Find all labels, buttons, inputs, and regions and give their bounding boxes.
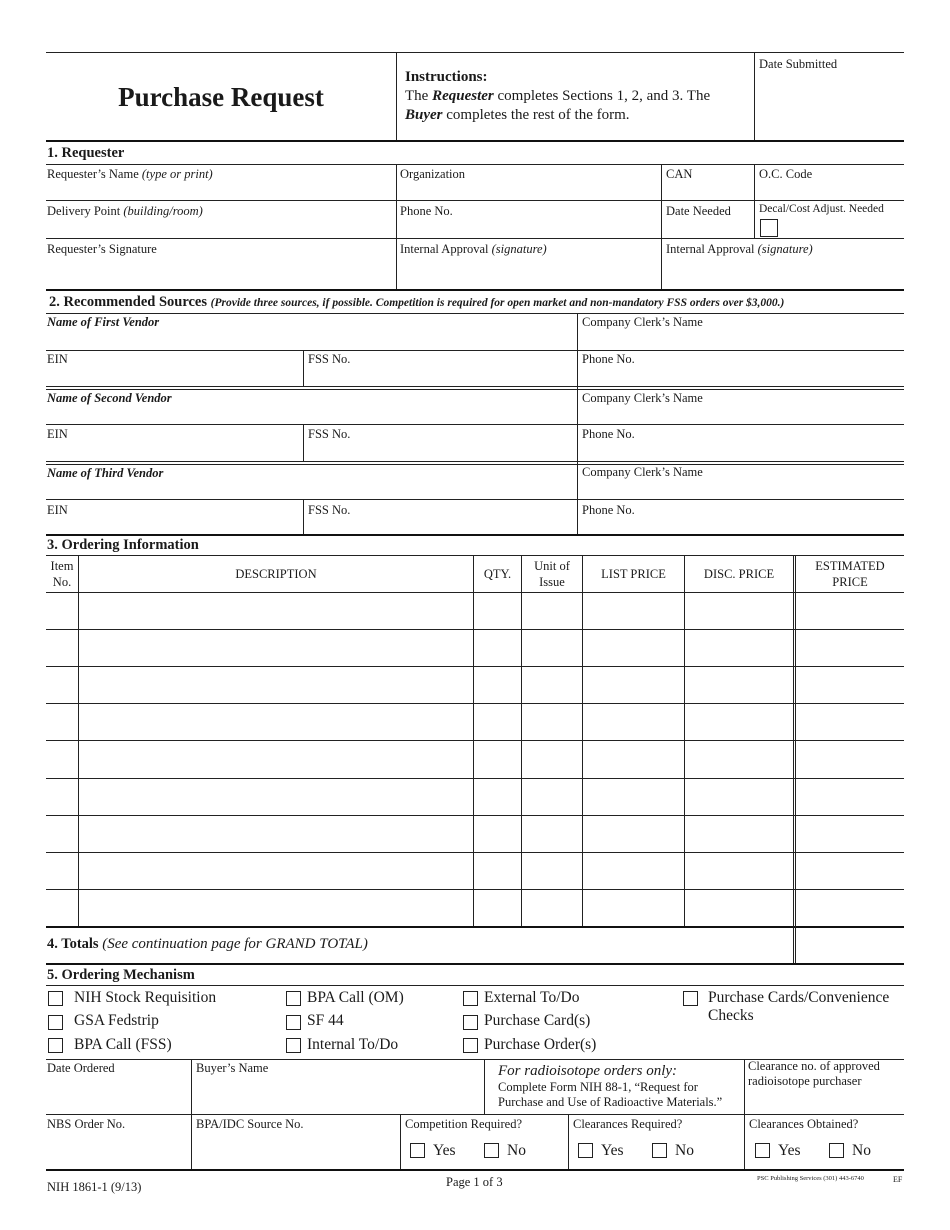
date-ordered-field[interactable]: Date Ordered [47, 1061, 115, 1075]
bpa-idc-field[interactable]: BPA/IDC Source No. [196, 1117, 304, 1131]
vendor3-name-field[interactable]: Name of Third Vendor [47, 466, 164, 480]
vendor2-ein-field[interactable]: EIN [47, 427, 68, 441]
order-row-5-unit-field[interactable] [522, 741, 581, 776]
order-row-5-qty-field[interactable] [474, 741, 520, 776]
clearances-required-no-checkbox[interactable] [652, 1143, 667, 1158]
nbs-order-field[interactable]: NBS Order No. [47, 1117, 126, 1131]
order-row-3-estimated-price-field[interactable] [796, 667, 903, 702]
order-row-2-list-price-field[interactable] [583, 630, 683, 665]
vendor1-ein-field[interactable]: EIN [47, 352, 68, 366]
order-row-9-list-price-field[interactable] [583, 890, 683, 925]
purchase-cards-convenience-checkbox[interactable] [683, 991, 698, 1006]
order-row-7-estimated-price-field[interactable] [796, 816, 903, 851]
order-row-5-description-field[interactable] [79, 741, 472, 776]
vendor2-clerk-field[interactable]: Company Clerk’s Name [582, 391, 703, 405]
publisher-credit: PSC Publishing Services (301) 443-6740 [757, 1175, 864, 1182]
section3-heading: 3. Ordering Information [47, 537, 199, 553]
order-row-7-unit-field[interactable] [522, 816, 581, 851]
order-row-8-description-field[interactable] [79, 853, 472, 888]
form-number: NIH 1861-1 (9/13) [47, 1180, 142, 1194]
order-row-8-item-no-field[interactable] [47, 853, 77, 888]
section5-heading: 5. Ordering Mechanism [47, 967, 195, 983]
external-todo-checkbox[interactable] [463, 991, 478, 1006]
order-row-7-qty-field[interactable] [474, 816, 520, 851]
nih-stock-label: NIH Stock Requisition [74, 989, 217, 1006]
page-number: Page 1 of 3 [446, 1175, 503, 1189]
competition-required-label: Competition Required? [405, 1117, 522, 1131]
gsa-fedstrip-label: GSA Fedstrip [74, 1012, 159, 1029]
order-row-8-unit-field[interactable] [522, 853, 581, 888]
vendor1-clerk-field[interactable]: Company Clerk’s Name [582, 315, 703, 329]
delivery-point-field[interactable]: Delivery Point (building/room) [47, 204, 203, 218]
vendor3-phone-field[interactable]: Phone No. [582, 503, 635, 517]
bpa-om-label: BPA Call (OM) [307, 989, 404, 1006]
section4-heading: 4. Totals (See continuation page for GRAND TOTAL) [47, 936, 368, 952]
instructions-heading: Instructions: [405, 69, 488, 85]
order-row-1-estimated-price-field[interactable] [796, 593, 903, 628]
bpa-fss-label: BPA Call (FSS) [74, 1036, 172, 1053]
order-row-8-qty-field[interactable] [474, 853, 520, 888]
order-row-3-list-price-field[interactable] [583, 667, 683, 702]
order-row-6-disc-price-field[interactable] [685, 779, 792, 814]
order-row-6-list-price-field[interactable] [583, 779, 683, 814]
order-row-9-unit-field[interactable] [522, 890, 581, 925]
order-row-8-estimated-price-field[interactable] [796, 853, 903, 888]
order-row-2-item-no-field[interactable] [47, 630, 77, 665]
section2-heading: 2. Recommended Sources (Provide three sources, if possible. Competition is required for open market and non-mandatory FSS orders over $3,000.) [49, 294, 785, 310]
internal-approval-2-field[interactable]: Internal Approval (signature) [666, 242, 813, 256]
order-row-6-estimated-price-field[interactable] [796, 779, 903, 814]
clearances-obtained-no-label: No [852, 1142, 871, 1159]
clearances-obtained-yes-label: Yes [778, 1142, 801, 1159]
order-row-6-item-no-field[interactable] [47, 779, 77, 814]
competition-no-label: No [507, 1142, 526, 1159]
order-row-9-disc-price-field[interactable] [685, 890, 792, 925]
external-todo-label: External To/Do [484, 989, 580, 1006]
purchase-orders-checkbox[interactable] [463, 1038, 478, 1053]
order-row-1-disc-price-field[interactable] [685, 593, 792, 628]
vendor3-clerk-field[interactable]: Company Clerk’s Name [582, 465, 703, 479]
vendor1-phone-field[interactable]: Phone No. [582, 352, 635, 366]
order-row-1-unit-field[interactable] [522, 593, 581, 628]
clearances-obtained-no-checkbox[interactable] [829, 1143, 844, 1158]
order-row-3-disc-price-field[interactable] [685, 667, 792, 702]
col-qty: QTY. [483, 567, 512, 581]
purchase-cards-label: Purchase Card(s) [484, 1012, 591, 1029]
instructions: Instructions: The Requester completes Sections 1, 2, and 3. The Buyer completes the rest of the form. [405, 68, 750, 125]
nih-stock-checkbox[interactable] [48, 991, 63, 1006]
order-row-2-description-field[interactable] [79, 630, 472, 665]
clearances-obtained-label: Clearances Obtained? [749, 1117, 859, 1131]
order-row-3-unit-field[interactable] [522, 667, 581, 702]
col-disc-price: DISC. PRICE [703, 567, 775, 581]
vendor2-name-field[interactable]: Name of Second Vendor [47, 391, 172, 405]
competition-yes-label: Yes [433, 1142, 456, 1159]
bpa-om-checkbox[interactable] [286, 991, 301, 1006]
clearances-required-yes-checkbox[interactable] [578, 1143, 593, 1158]
sf44-checkbox[interactable] [286, 1015, 301, 1030]
order-row-1-qty-field[interactable] [474, 593, 520, 628]
order-row-7-list-price-field[interactable] [583, 816, 683, 851]
order-row-9-item-no-field[interactable] [47, 890, 77, 925]
order-row-7-item-no-field[interactable] [47, 816, 77, 851]
radioisotope-note: For radioisotope orders only: Complete Form NIH 88-1, “Request for Purchase and Use of Radioactive Materials.” [498, 1063, 723, 1109]
can-field[interactable]: CAN [666, 167, 693, 181]
order-row-5-disc-price-field[interactable] [685, 741, 792, 776]
order-row-8-list-price-field[interactable] [583, 853, 683, 888]
decal-label: Decal/Cost Adjust. Needed [759, 203, 884, 215]
vendor2-fss-field[interactable]: FSS No. [308, 427, 351, 441]
clearances-required-no-label: No [675, 1142, 694, 1159]
vendor1-name-field[interactable]: Name of First Vendor [47, 315, 160, 329]
page-title: Purchase Request [118, 82, 324, 112]
buyers-name-field[interactable]: Buyer’s Name [196, 1061, 269, 1075]
purchase-cards-convenience-label: Purchase Cards/Convenience Checks [708, 989, 890, 1024]
order-row-9-qty-field[interactable] [474, 890, 520, 925]
order-row-2-qty-field[interactable] [474, 630, 520, 665]
order-row-5-estimated-price-field[interactable] [796, 741, 903, 776]
internal-todo-checkbox[interactable] [286, 1038, 301, 1053]
order-row-6-unit-field[interactable] [522, 779, 581, 814]
vendor3-fss-field[interactable]: FSS No. [308, 503, 351, 517]
order-row-4-qty-field[interactable] [474, 704, 520, 739]
col-item-no: Item No. [50, 559, 74, 589]
clearances-obtained-yes-checkbox[interactable] [755, 1143, 770, 1158]
phone-field[interactable]: Phone No. [400, 204, 453, 218]
decal-checkbox[interactable] [760, 219, 778, 237]
competition-yes-checkbox[interactable] [410, 1143, 425, 1158]
order-row-1-list-price-field[interactable] [583, 593, 683, 628]
col-unit-of-issue: Unit of Issue [534, 559, 570, 589]
order-row-9-estimated-price-field[interactable] [796, 890, 903, 925]
order-row-1-item-no-field[interactable] [47, 593, 77, 628]
order-row-4-estimated-price-field[interactable] [796, 704, 903, 739]
gsa-fedstrip-checkbox[interactable] [48, 1015, 63, 1030]
section1-heading: 1. Requester [47, 145, 125, 161]
order-row-4-item-no-field[interactable] [47, 704, 77, 739]
clearance-no-field[interactable]: Clearance no. of approved radioisotope purchaser [748, 1059, 880, 1088]
order-row-5-list-price-field[interactable] [583, 741, 683, 776]
order-row-8-disc-price-field[interactable] [685, 853, 792, 888]
clearances-required-label: Clearances Required? [573, 1117, 683, 1131]
date-needed-field[interactable]: Date Needed [666, 204, 731, 218]
competition-no-checkbox[interactable] [484, 1143, 499, 1158]
order-row-6-qty-field[interactable] [474, 779, 520, 814]
order-row-7-disc-price-field[interactable] [685, 816, 792, 851]
order-row-3-item-no-field[interactable] [47, 667, 77, 702]
oc-code-field[interactable]: O.C. Code [759, 167, 813, 181]
order-row-6-description-field[interactable] [79, 779, 472, 814]
order-row-5-item-no-field[interactable] [47, 741, 77, 776]
ef-mark: EF [893, 1175, 903, 1184]
order-row-3-qty-field[interactable] [474, 667, 520, 702]
order-row-3-description-field[interactable] [79, 667, 472, 702]
col-description: DESCRIPTION [235, 567, 317, 581]
total-field[interactable] [796, 927, 904, 963]
internal-todo-label: Internal To/Do [307, 1036, 399, 1053]
order-row-7-description-field[interactable] [79, 816, 472, 851]
order-row-4-unit-field[interactable] [522, 704, 581, 739]
order-row-4-list-price-field[interactable] [583, 704, 683, 739]
internal-approval-field[interactable]: Internal Approval (signature) [400, 242, 547, 256]
requester-name-field[interactable]: Requester’s Name (type or print) [47, 167, 213, 181]
order-row-9-description-field[interactable] [79, 890, 472, 925]
bpa-fss-checkbox[interactable] [48, 1038, 63, 1053]
purchase-orders-label: Purchase Order(s) [484, 1036, 597, 1053]
order-row-2-estimated-price-field[interactable] [796, 630, 903, 665]
vendor3-ein-field[interactable]: EIN [47, 503, 68, 517]
col-list-price: LIST PRICE [601, 567, 666, 581]
organization-field[interactable]: Organization [400, 167, 466, 181]
order-row-2-unit-field[interactable] [522, 630, 581, 665]
vendor1-fss-field[interactable]: FSS No. [308, 352, 351, 366]
vendor2-phone-field[interactable]: Phone No. [582, 427, 635, 441]
order-row-1-description-field[interactable] [79, 593, 472, 628]
requester-signature-field[interactable]: Requester’s Signature [47, 242, 157, 256]
order-row-4-disc-price-field[interactable] [685, 704, 792, 739]
order-row-4-description-field[interactable] [79, 704, 472, 739]
clearances-required-yes-label: Yes [601, 1142, 624, 1159]
col-estimated-price: ESTIMATED PRICE [815, 559, 885, 589]
order-row-2-disc-price-field[interactable] [685, 630, 792, 665]
sf44-label: SF 44 [307, 1012, 344, 1029]
purchase-cards-checkbox[interactable] [463, 1015, 478, 1030]
date-submitted-field[interactable]: Date Submitted [759, 57, 838, 71]
